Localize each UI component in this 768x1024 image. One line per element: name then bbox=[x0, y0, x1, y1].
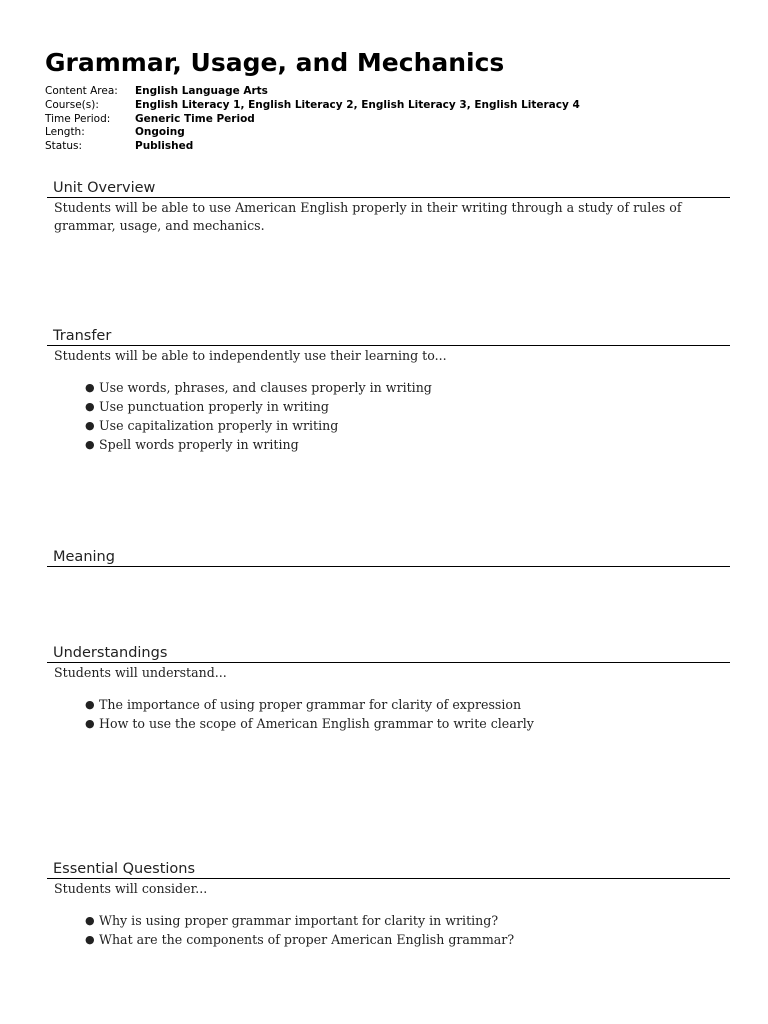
meta-label: Course(s): bbox=[45, 98, 99, 111]
meta-label: Length: bbox=[45, 126, 85, 139]
bullet-icon: ● bbox=[85, 419, 95, 432]
meta-row-time-period bbox=[45, 112, 580, 126]
meta-label: Time Period: bbox=[45, 112, 111, 125]
list-item: ● Use punctuation properly in writing bbox=[85, 399, 329, 414]
bullet-icon: ● bbox=[85, 933, 95, 946]
section-heading: Unit Overview bbox=[47, 179, 730, 198]
list-item: ● Use capitalization properly in writing bbox=[85, 418, 339, 433]
section-heading: Understandings bbox=[47, 644, 730, 663]
bullet-icon: ● bbox=[85, 717, 95, 730]
section-heading: Essential Questions bbox=[47, 860, 730, 879]
bullet-icon: ● bbox=[85, 400, 95, 413]
meta-value: Ongoing bbox=[135, 126, 185, 139]
section-heading: Meaning bbox=[47, 548, 730, 567]
bullet-icon: ● bbox=[85, 698, 95, 711]
bullet-icon: ● bbox=[85, 438, 95, 451]
meta-value: English Literacy 1, English Literacy 2, English Literacy 3, English Literacy 4 bbox=[135, 98, 580, 111]
unit-metadata bbox=[45, 84, 580, 153]
section-text: Students will be able to use American English properly in their writing through a study of rules of grammar, usage, and mechanics. bbox=[54, 200, 682, 233]
meta-value: Generic Time Period bbox=[135, 112, 255, 125]
list-item: ● Spell words properly in writing bbox=[85, 437, 299, 452]
section-essential-questions bbox=[47, 860, 730, 949]
meta-label: Content Area: bbox=[45, 85, 118, 97]
section-heading: Transfer bbox=[47, 327, 730, 346]
section-transfer bbox=[47, 327, 730, 454]
list-item: ● How to use the scope of American English grammar to write clearly bbox=[85, 716, 534, 731]
meta-row-content-area bbox=[45, 84, 580, 98]
section-understandings bbox=[47, 644, 730, 733]
section-text: Students will understand... bbox=[54, 665, 227, 680]
bullet-list bbox=[47, 911, 730, 949]
bullet-icon: ● bbox=[85, 914, 95, 927]
page-title: Grammar, Usage, and Mechanics bbox=[45, 48, 505, 77]
meta-row-status bbox=[45, 139, 580, 153]
meta-label: Status: bbox=[45, 140, 82, 152]
meta-value: Published bbox=[135, 140, 194, 152]
list-item: ● The importance of using proper grammar for clarity of expression bbox=[85, 697, 522, 712]
bullet-list bbox=[47, 378, 730, 454]
section-text: Students will be able to independently use their learning to... bbox=[54, 348, 447, 363]
list-item: ● Use words, phrases, and clauses properly in writing bbox=[85, 380, 432, 395]
section-unit-overview bbox=[47, 179, 730, 235]
meta-row-courses bbox=[45, 98, 580, 112]
list-item: ● Why is using proper grammar important for clarity in writing? bbox=[85, 913, 499, 928]
bullet-icon: ● bbox=[85, 381, 95, 394]
list-item: ● What are the components of proper American English grammar? bbox=[85, 932, 515, 947]
meta-value: English Language Arts bbox=[135, 85, 268, 97]
meta-row-length bbox=[45, 125, 580, 139]
section-meaning bbox=[47, 548, 730, 567]
bullet-list bbox=[47, 695, 730, 733]
section-text: Students will consider... bbox=[54, 881, 208, 896]
